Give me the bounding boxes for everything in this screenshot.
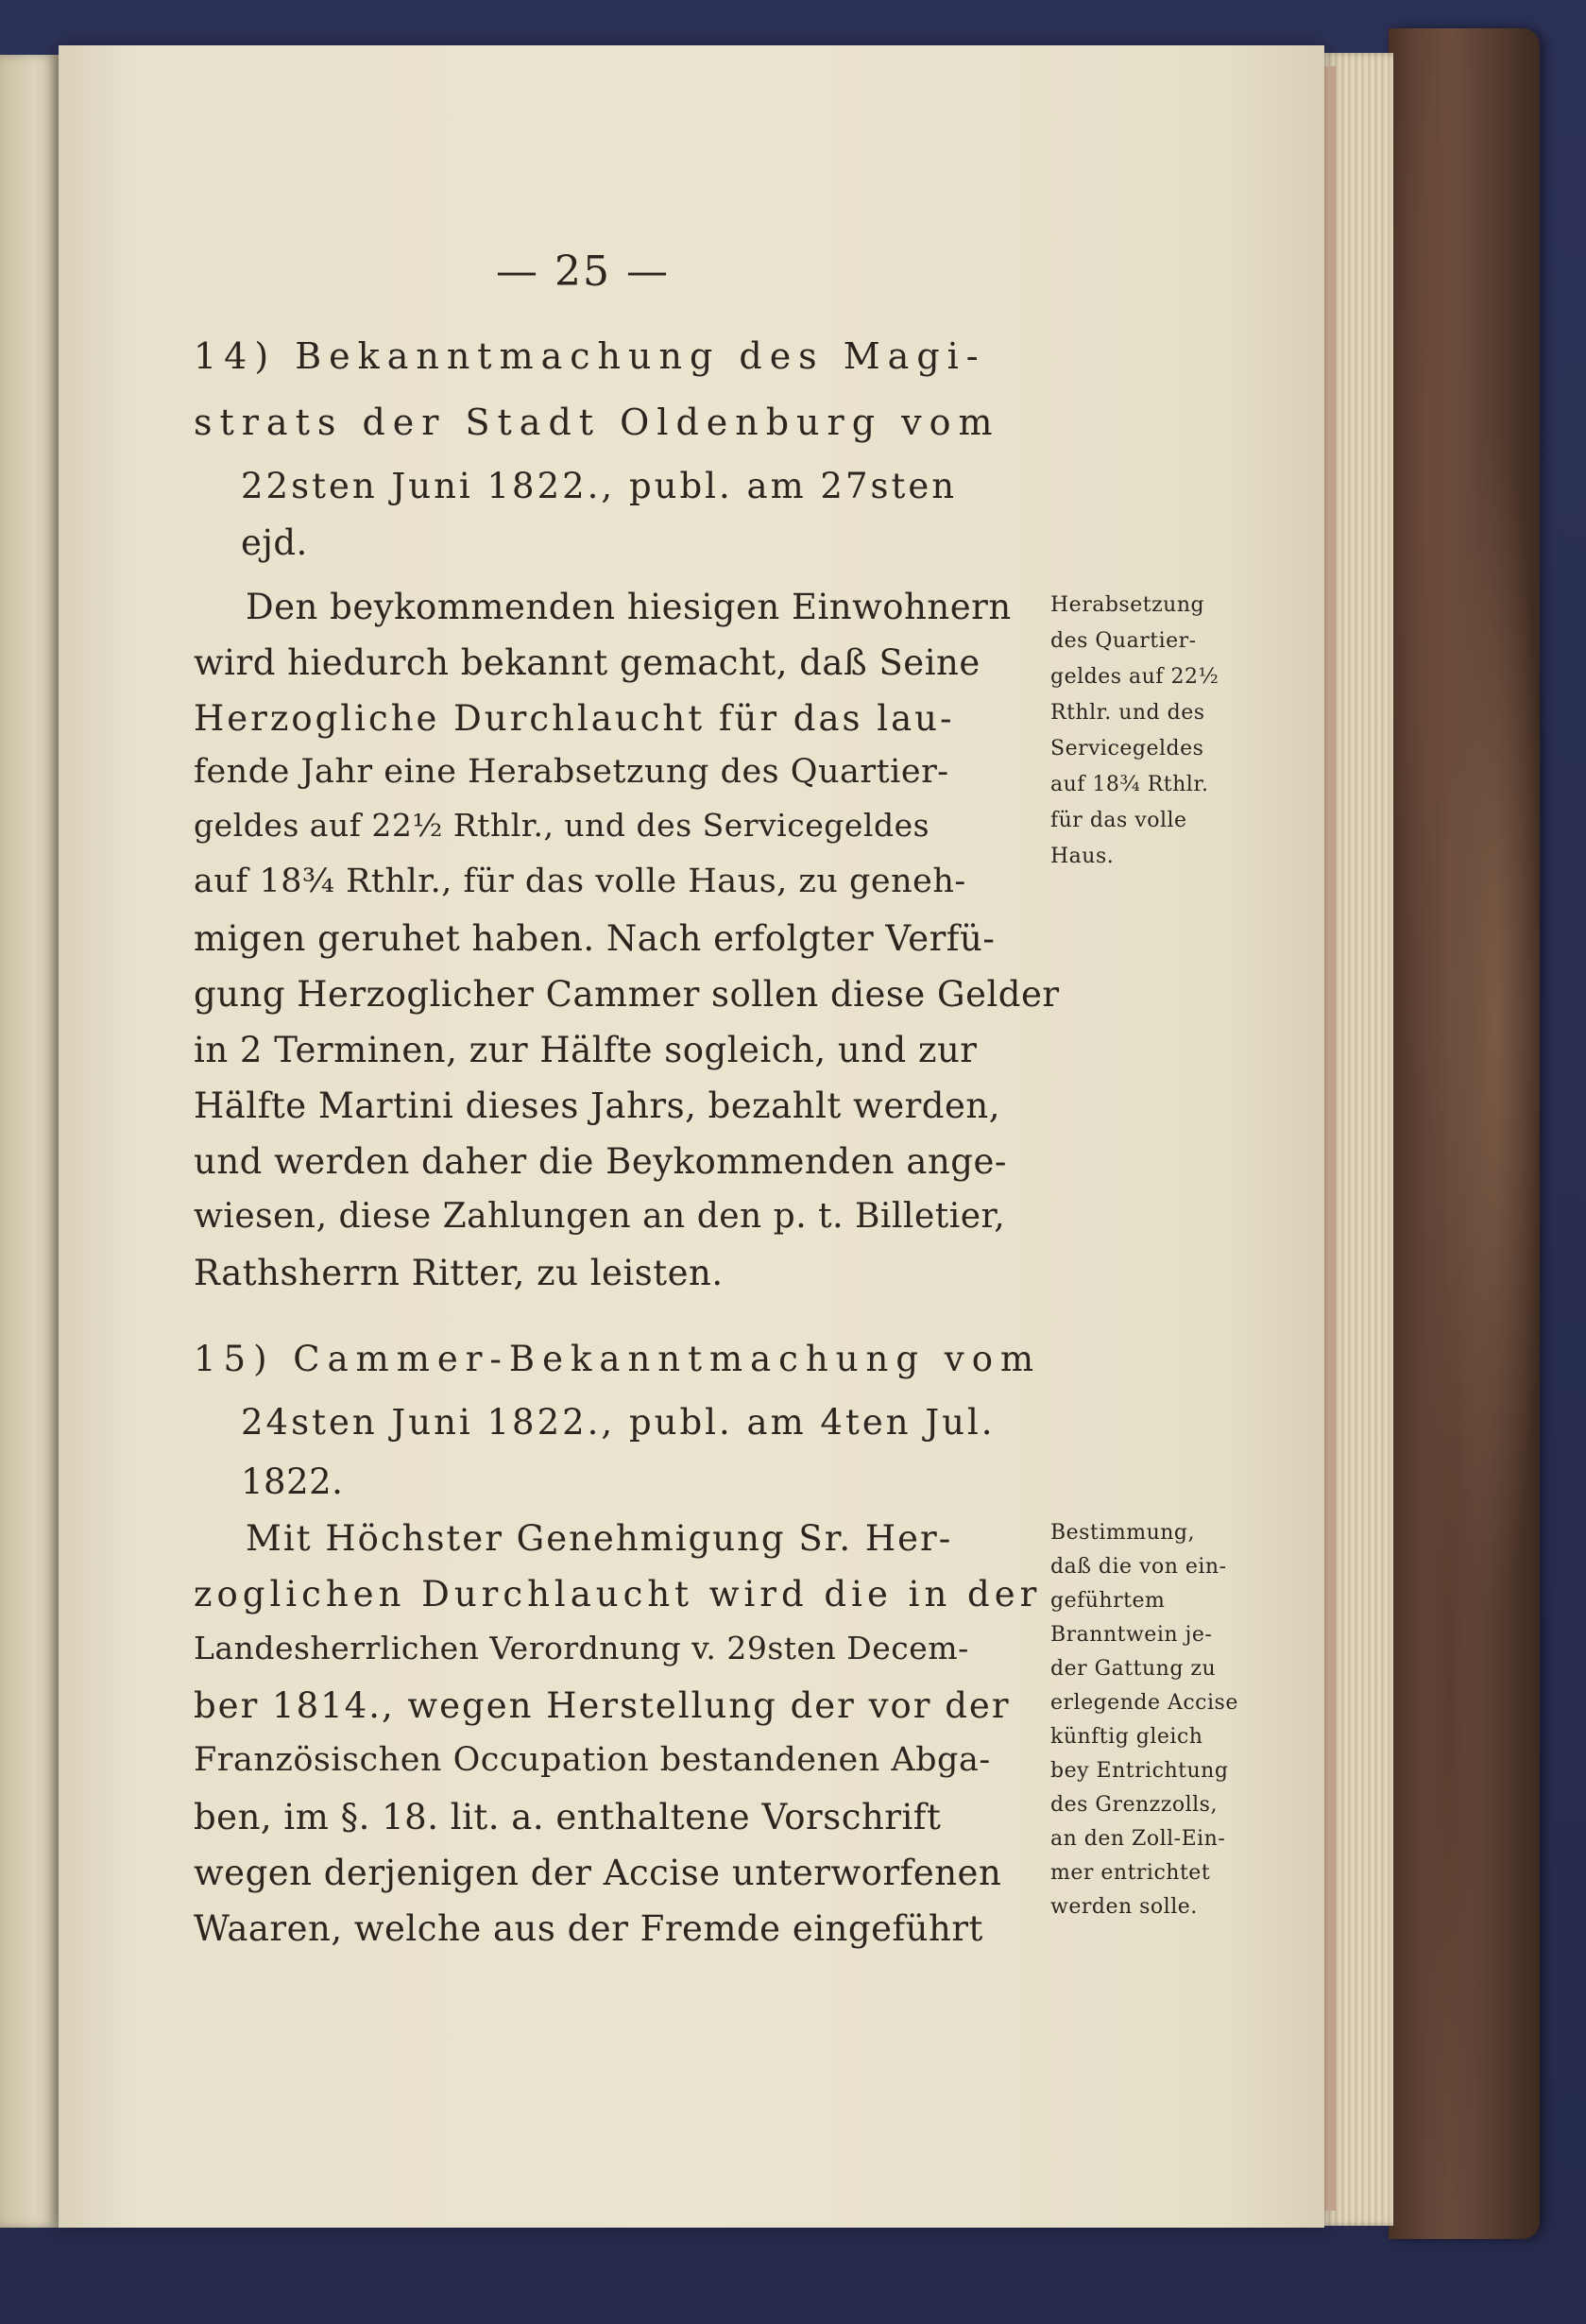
section-heading-line: 1822. bbox=[241, 1461, 344, 1502]
margin-note-line: geldes auf 22½ bbox=[1050, 665, 1219, 689]
margin-note-line: Rthlr. und des bbox=[1050, 701, 1205, 725]
margin-note-line: des Grenzzolls, bbox=[1050, 1793, 1218, 1817]
margin-note-line: an den Zoll-Ein- bbox=[1050, 1827, 1226, 1851]
body-line: wiesen, diese Zahlungen an den p. t. Billetier, bbox=[194, 1197, 1006, 1236]
body-line: zoglichen Durchlaucht wird die in der bbox=[194, 1574, 1042, 1615]
page-number: — 25 — bbox=[496, 248, 670, 296]
margin-note-line: werden solle. bbox=[1050, 1895, 1198, 1919]
margin-note-line: bey Entrichtung bbox=[1050, 1759, 1229, 1783]
body-line: ber 1814., wegen Herstellung der vor der bbox=[194, 1685, 1011, 1726]
margin-note-line: Branntwein je- bbox=[1050, 1623, 1213, 1647]
body-line: Rathsherrn Ritter, zu leisten. bbox=[194, 1253, 724, 1293]
body-line: Hälfte Martini dieses Jahrs, bezahlt werden, bbox=[194, 1085, 1000, 1126]
body-line: und werden daher die Beykommenden ange- bbox=[194, 1141, 1007, 1182]
margin-note-line: Bestimmung, bbox=[1050, 1521, 1195, 1545]
left-page-edge bbox=[0, 55, 59, 2228]
margin-note-line: für das volle bbox=[1050, 809, 1187, 832]
section-heading-line: 22sten Juni 1822., publ. am 27sten bbox=[241, 466, 958, 506]
margin-note-line: Herabsetzung bbox=[1050, 593, 1205, 617]
body-line: gung Herzoglicher Cammer sollen diese Gelder bbox=[194, 974, 1060, 1015]
body-line: migen geruhet haben. Nach erfolgter Verfü- bbox=[194, 918, 996, 959]
section-heading-line: 15) Cammer-Bekanntmachung vom bbox=[194, 1339, 1042, 1379]
body-line: Landesherrlichen Verordnung v. 29sten Decem- bbox=[194, 1630, 969, 1666]
body-line: Waaren, welche aus der Fremde eingeführt bbox=[194, 1908, 983, 1949]
margin-note-line: daß die von ein- bbox=[1050, 1555, 1227, 1579]
body-line: auf 18¾ Rthlr., für das volle Haus, zu geneh- bbox=[194, 863, 966, 900]
body-line: ben, im §. 18. lit. a. enthaltene Vorschrift bbox=[194, 1797, 942, 1837]
margin-note-line: geführtem bbox=[1050, 1589, 1166, 1613]
body-line: geldes auf 22½ Rthlr., und des Servicegeldes bbox=[194, 807, 930, 844]
section-heading-line: 24sten Juni 1822., publ. am 4ten Jul. bbox=[241, 1402, 996, 1443]
body-line: Den beykommenden hiesigen Einwohnern bbox=[246, 587, 1012, 627]
body-line: wird hiedurch bekannt gemacht, daß Seine bbox=[194, 642, 981, 683]
marbled-cover bbox=[1389, 28, 1540, 2239]
margin-note-line: Servicegeldes bbox=[1050, 737, 1204, 760]
body-line: fende Jahr eine Herabsetzung des Quartier- bbox=[194, 753, 949, 791]
margin-note-line: erlegende Accise bbox=[1050, 1691, 1238, 1715]
red-page-edges bbox=[1322, 66, 1336, 2211]
body-line: in 2 Terminen, zur Hälfte sogleich, und zur bbox=[194, 1030, 978, 1070]
body-line: Mit Höchster Genehmigung Sr. Her- bbox=[246, 1518, 953, 1559]
margin-note-line: der Gattung zu bbox=[1050, 1657, 1217, 1681]
section-heading-line: 14) Bekanntmachung des Magi- bbox=[194, 335, 986, 377]
margin-note-line: des Quartier- bbox=[1050, 629, 1197, 653]
section-heading-line: strats der Stadt Oldenburg vom bbox=[194, 402, 1000, 443]
body-line: Französischen Occupation bestandenen Abga- bbox=[194, 1741, 991, 1779]
margin-note-line: Haus. bbox=[1050, 845, 1115, 868]
body-line: Herzogliche Durchlaucht für das lau- bbox=[194, 698, 955, 739]
section-heading-line: ejd. bbox=[241, 522, 308, 563]
body-line: wegen derjenigen der Accise unterworfenen bbox=[194, 1853, 1002, 1893]
margin-note-line: künftig gleich bbox=[1050, 1725, 1203, 1749]
margin-note-line: auf 18¾ Rthlr. bbox=[1050, 773, 1209, 796]
margin-note-line: mer entrichtet bbox=[1050, 1861, 1211, 1885]
